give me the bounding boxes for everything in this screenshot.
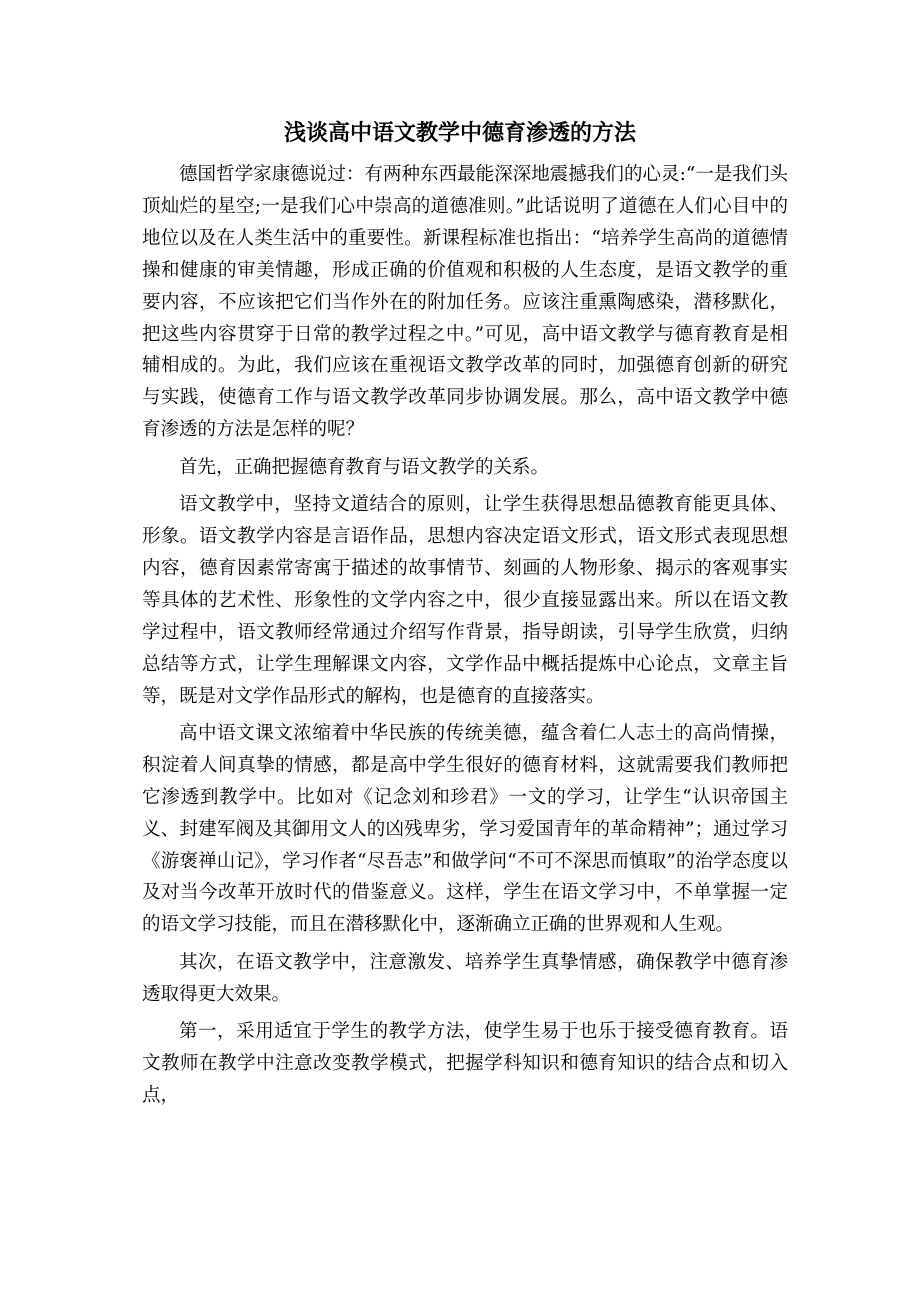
paragraph: 高中语文课文浓缩着中华民族的传统美德，蕴含着仁人志士的高尚情操，积淀着人间真挚的情感，都是高中学生很好的德育材料，这就需要我们教师把它渗透到教学中。比如对《记念刘和珍君》一文的学习，让学生“认识帝国主义、封建军阀及其御用文人的凶残卑劣，学习爱国青年的革命精神”；通过学习《游褒禅山记》，学习作者“尽吾志”和做学问“不可不深思而慎取”的治学态度以及对当今改革开放时代的借鉴意义。这样，学生在语文学习中，不单掌握一定的语文学习技能，而且在潜移默化中，逐渐确立正确的世界观和人生观。 <box>142 722 788 936</box>
paragraph: 德国哲学家康德说过：有两种东西最能深深地震撼我们的心灵:“一是我们头顶灿烂的星空;一是我们心中崇高的道德准则。”此话说明了道德在人们心目中的地位以及在人类生活中的重要性。新课程标准也指出：“培养学生高尚的道德情操和健康的审美情趣，形成正确的价值观和积极的人生态度，是语文教学的重要内容，不应该把它们当作外在的附加任务。应该注重熏陶感染，潜移默化，把这些内容贯穿于日常的教学过程之中。”可见，高中语文教学与德育教育是相辅相成的。为此，我们应该在重视语文教学改革的同时，加强德育创新的研究与实践，使德育工作与语文教学改革同步协调发展。那么，高中语文教学中德育渗透的方法是怎样的呢？ <box>142 164 788 441</box>
paragraph: 其次，在语文教学中，注意激发、培养学生真挚情感，确保教学中德育渗透取得更大效果。 <box>142 951 788 1005</box>
paragraph: 第一，采用适宜于学生的教学方法，使学生易于也乐于接受德育教育。语文教师在教学中注意改变教学模式，把握学科知识和德育知识的结合点和切入点， <box>142 1021 788 1106</box>
paragraph: 语文教学中，坚持文道结合的原则，让学生获得思想品德教育能更具体、形象。语文教学内容是言语作品，思想内容决定语文形式，语文形式表现思想内容，德育因素常寄寓于描述的故事情节、刻画的人物形象、揭示的客观事实等具体的艺术性、形象性的文学内容之中，很少直接显露出来。所以在语文教学过程中，语文教师经常通过介绍写作背景，指导朗读，引导学生欣赏，归纳总结等方式，让学生理解课文内容，文学作品中概括提炼中心论点，文章主旨等，既是对文学作品形式的解构，也是德育的直接落实。 <box>142 494 788 707</box>
document-title: 浅谈高中语文教学中德育渗透的方法 <box>283 120 636 146</box>
document-body <box>142 159 788 1112</box>
paragraph: 首先，正确把握德育教育与语文教学的关系。 <box>179 456 550 478</box>
